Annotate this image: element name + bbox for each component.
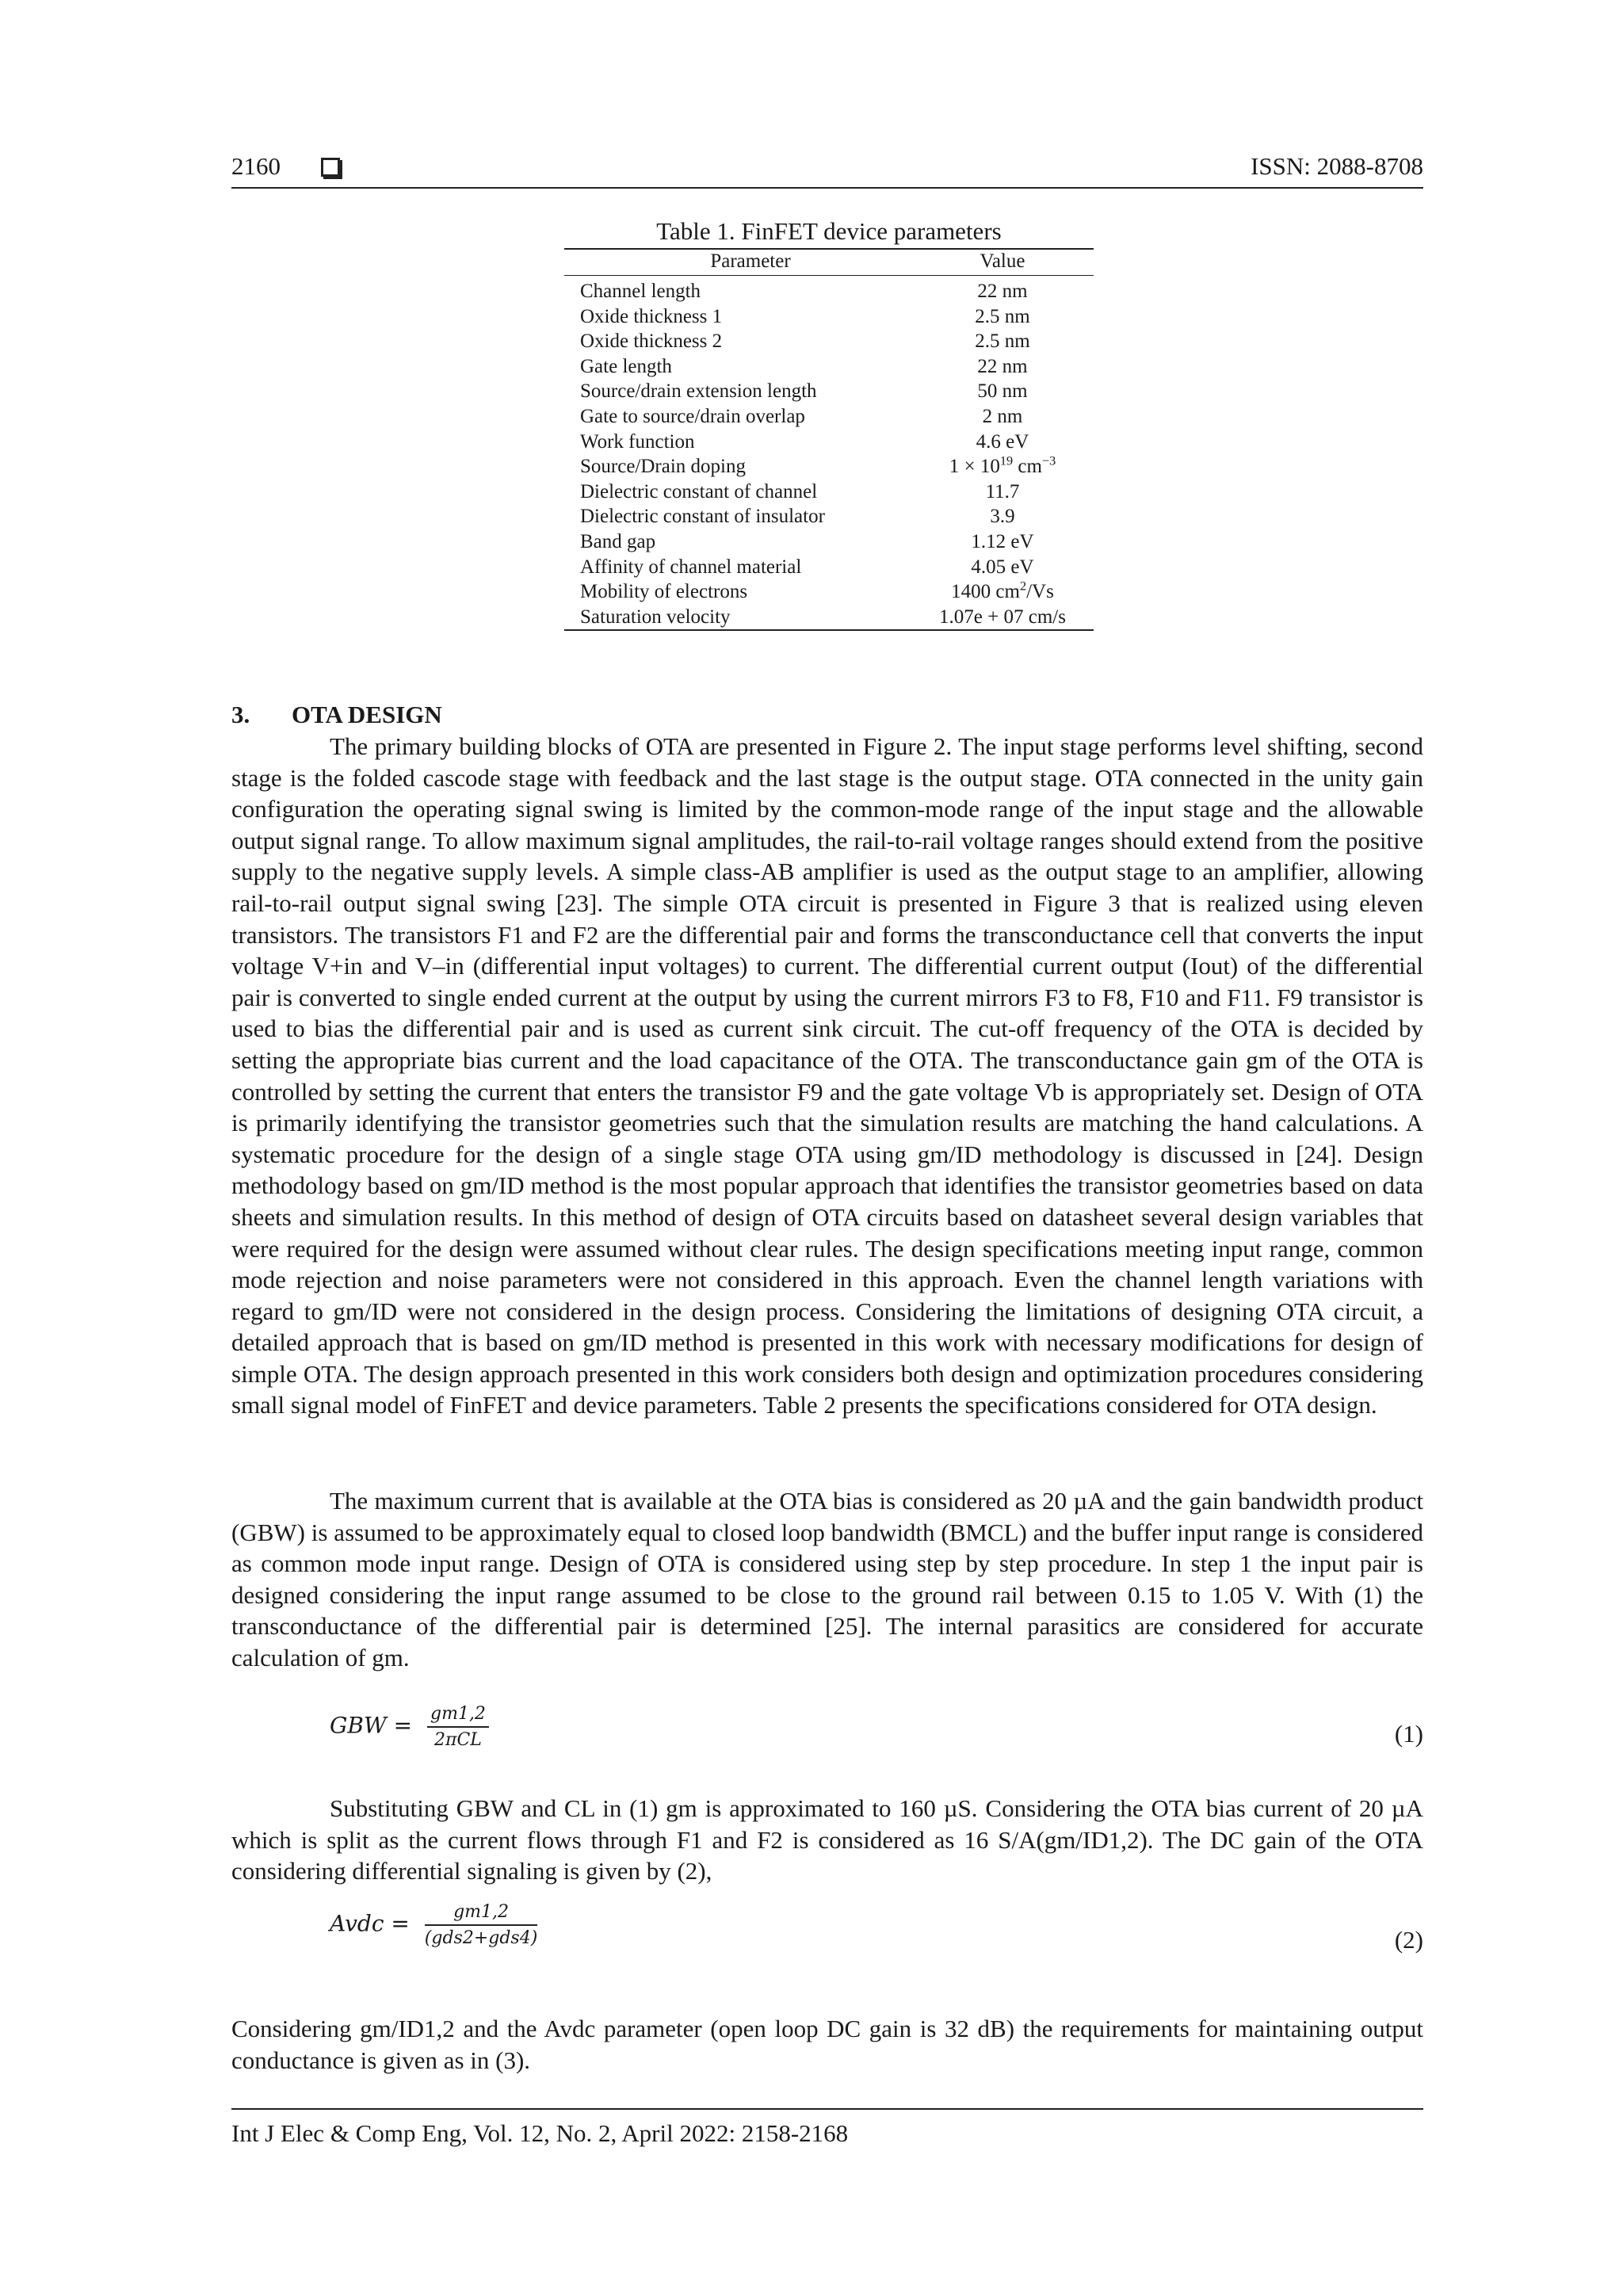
table-cell-parameter: Source/Drain doping bbox=[580, 456, 746, 478]
paragraph-3: Substituting GBW and CL in (1) gm is approximated to 160 µS. Considering the OTA bias current of 20 µA which is split as the current flows through F1 and F2 is considered as 16 S/A(gm/ID1,2). The DC gain of the OTA considering differential signaling is given by (2), bbox=[231, 1794, 1423, 1885]
equation-1-numerator: gm1,2 bbox=[427, 1704, 489, 1728]
equation-1 bbox=[330, 1704, 489, 1750]
table-cell-parameter: Gate length bbox=[580, 355, 672, 377]
table-cell-value: 2 nm bbox=[982, 406, 1023, 427]
table-cell-value: $1 \times 10^{19}$ $cm^{-3}$ bbox=[949, 453, 1056, 478]
page-number: 2160 bbox=[231, 152, 281, 180]
equation-2-denominator: (gds2+gds4) bbox=[424, 1928, 538, 1948]
table-row bbox=[564, 430, 1094, 455]
table-cell-parameter: Source/drain extension length bbox=[580, 380, 817, 403]
table-cell-value: 22 nm bbox=[977, 281, 1028, 302]
table-row bbox=[564, 404, 1094, 430]
paragraph-4: Considering gm/ID1,2 and the Avdc parameter (open loop DC gain is 32 dB) the requirements for maintaining output conductance is given as in (3). bbox=[231, 2015, 1423, 2074]
table-row bbox=[564, 304, 1094, 330]
equation-2-lhs: Avdc = bbox=[330, 1910, 410, 1937]
table-cell-value: 1.12 eV bbox=[971, 531, 1034, 552]
section-heading bbox=[231, 701, 442, 729]
table-cell-parameter: Dielectric constant of insulator bbox=[580, 506, 825, 528]
table-row bbox=[564, 555, 1094, 580]
equation-2-label: (2) bbox=[1394, 1926, 1423, 1954]
equation-1-fraction bbox=[427, 1704, 489, 1750]
table-cell-value: 50 nm bbox=[977, 380, 1028, 403]
table-row bbox=[564, 454, 1094, 479]
equation-1-denominator: 2πCL bbox=[434, 1730, 482, 1750]
table-cell-value: 2.5 nm bbox=[975, 330, 1030, 353]
table-row bbox=[564, 529, 1094, 555]
table-cell-value: 2.5 nm bbox=[975, 305, 1030, 327]
table-cell-parameter: Oxide thickness 2 bbox=[580, 330, 723, 353]
table-row bbox=[564, 354, 1094, 380]
table-row bbox=[564, 605, 1094, 630]
table-cell-parameter: Dielectric constant of channel bbox=[580, 480, 818, 502]
equation-1-lhs: GBW = bbox=[330, 1712, 413, 1739]
table-cell-value: 4.6 eV bbox=[976, 430, 1029, 453]
equation-2 bbox=[330, 1902, 537, 1948]
running-header bbox=[231, 151, 1423, 189]
table-cell-parameter: Oxide thickness 1 bbox=[580, 305, 723, 327]
table-row bbox=[564, 479, 1094, 505]
table-cell-value: 22 nm bbox=[977, 355, 1028, 377]
column-header-parameter: Parameter bbox=[710, 250, 791, 272]
table-header-rule bbox=[564, 275, 1094, 276]
equation-1-label: (1) bbox=[1394, 1720, 1423, 1748]
column-header-value: Value bbox=[980, 250, 1025, 272]
table-row bbox=[564, 329, 1094, 354]
issn: ISSN: 2088-8708 bbox=[1251, 152, 1423, 180]
table-row bbox=[564, 379, 1094, 404]
table-cell-parameter: Channel length bbox=[580, 281, 701, 302]
paragraph-1: The primary building blocks of OTA are presented in Figure 2. The input stage performs level shifting, second stage is the folded cascode stage with feedback and the last stage is the output stage. OTA connected in the unity gain configuration the operating signal swing is limited by the common-mode range of the input stage and the allowable output signal range. To allow maximum signal amplitudes, the rail-to-rail voltage ranges should extend from the positive supply to the negative supply levels. A simple class-AB amplifier is used as the output stage to an amplifier, allowing rail-to-rail output signal swing [23]. The simple OTA circuit is presented in Figure 3 that is realized using eleven transistors. The transistors F1 and F2 are the differential pair and forms the transconductance cell that converts the input voltage V+in and V–in (differential input voltages) to current. The differential current output (Iout) of the differential pair is converted to single ended current at the output by using the current mirrors F3 to F8, F10 and F11. F9 transistor is used to bias the differential pair and is used as current sink circuit. The cut-off frequency of the OTA is decided by setting the appropriate bias current and the load capacitance of the OTA. The transconductance gain gm of the OTA is controlled by setting the current that enters the transistor F9 and the gate voltage Vb is appropriately set. Design of OTA is primarily identifying the transistor geometries such that the simulation results are matching the hand calculations. A systematic procedure for the design of a single stage OTA using gm/ID methodology is discussed in [24]. Design methodology based on gm/ID method is the most popular approach that identifies the transistor geometries based on data sheets and simulation results. In this method of design of OTA circuits based on datasheet several design variables that were required for the design were assumed without clear rules. The design specifications meeting input range, common mode rejection and noise parameters were not considered in this approach. Even the channel length variations with regard to gm/ID were not considered in the design process. Considering the limitations of designing OTA circuit, a detailed approach that is based on gm/ID method is presented in this work with necessary modifications for design of simple OTA. The design approach presented in this work considers both design and optimization procedures considering small signal model of FinFET and device parameters. Table 2 presents the specifications considered for OTA design. bbox=[231, 732, 1423, 1419]
table-cell-parameter: Saturation velocity bbox=[580, 606, 731, 628]
table-cell-value: 1400 $cm^2/Vs$ bbox=[951, 579, 1054, 603]
table-cell-value: 1.07e + 07 cm/s bbox=[939, 606, 1066, 628]
table-row bbox=[564, 579, 1094, 605]
running-footer bbox=[231, 2108, 1423, 2148]
table-cell-parameter: Affinity of channel material bbox=[580, 556, 802, 578]
equation-2-numerator: gm1,2 bbox=[425, 1902, 538, 1926]
section-title: OTA DESIGN bbox=[292, 701, 442, 728]
table-cell-parameter: Work function bbox=[580, 430, 695, 453]
table-cell-parameter: Gate to source/drain overlap bbox=[580, 406, 805, 427]
footer-citation: Int J Elec & Comp Eng, Vol. 12, No. 2, April 2022: 2158-2168 bbox=[231, 2119, 849, 2147]
table-bottom-rule bbox=[564, 629, 1094, 631]
paragraph-2: The maximum current that is available at the OTA bias is considered as 20 µA and the gain bandwidth product (GBW) is assumed to be approximately equal to closed loop bandwidth (BMCL) and the buffer input range is considered as common mode input range. Design of OTA is considered using step by step procedure. In step 1 the input pair is designed considering the input range assumed to be close to the ground rail between 0.15 to 1.05 V. With (1) the transconductance of the differential pair is determined [25]. The internal parasitics are considered for accurate calculation of gm. bbox=[231, 1487, 1423, 1671]
table-cell-value: 3.9 bbox=[990, 506, 1015, 528]
table-header-row bbox=[564, 249, 1094, 274]
section-number: 3. bbox=[231, 701, 250, 728]
table-row bbox=[564, 279, 1094, 304]
table-cell-parameter: Band gap bbox=[580, 531, 656, 552]
table-caption: Table 1. FinFET device parameters bbox=[656, 217, 1002, 245]
square-icon bbox=[321, 158, 340, 177]
equation-2-fraction bbox=[425, 1902, 538, 1948]
table-row bbox=[564, 504, 1094, 529]
table-cell-parameter: Mobility of electrons bbox=[580, 581, 748, 603]
table-cell-value: 4.05 eV bbox=[971, 556, 1034, 578]
table-cell-value: 11.7 bbox=[985, 480, 1020, 502]
